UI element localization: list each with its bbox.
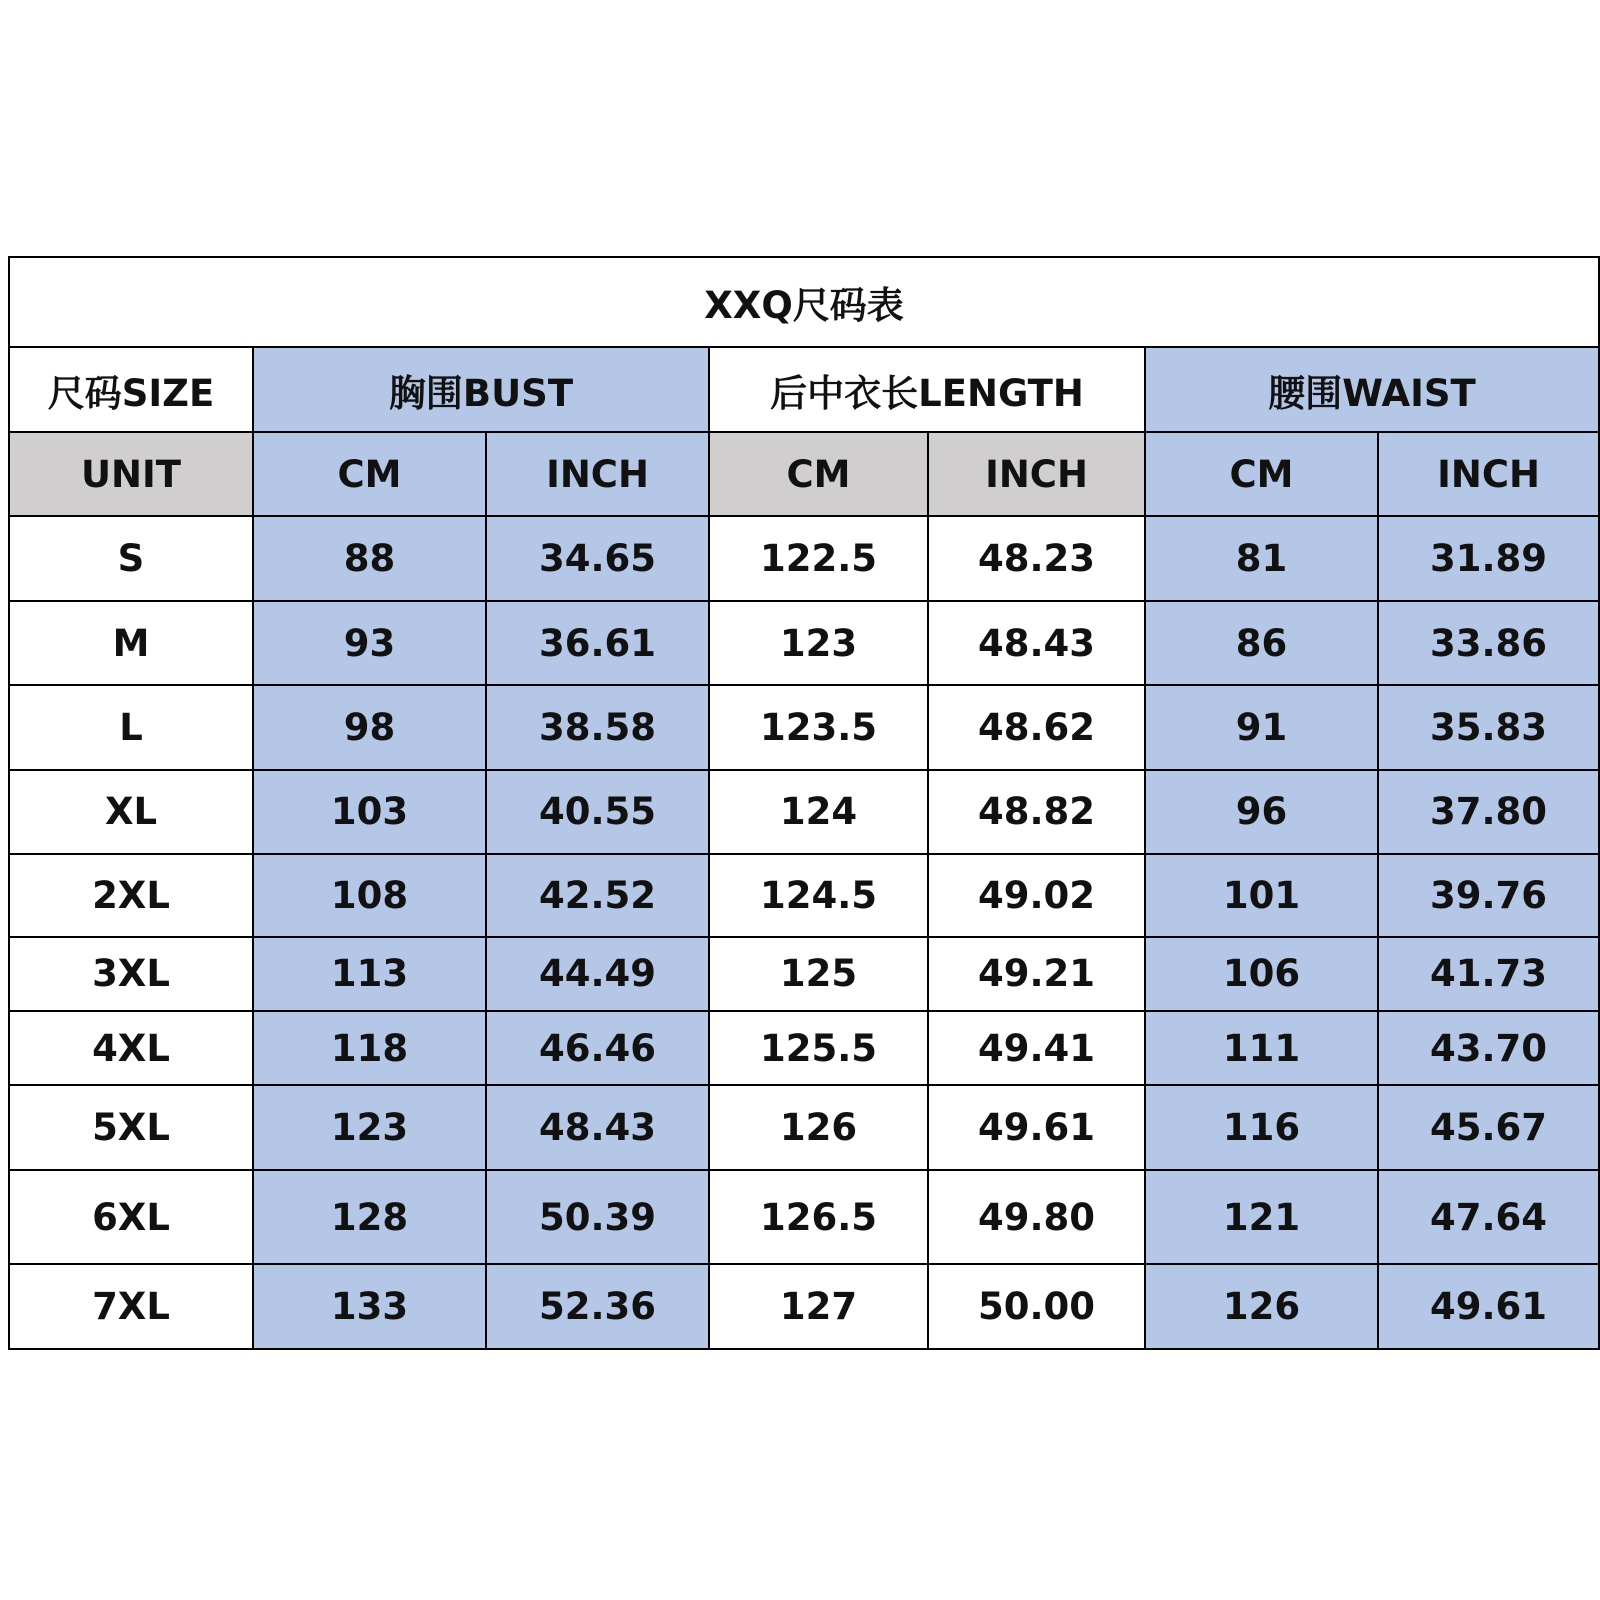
bust-inch-cell: 44.49 [486,937,709,1011]
bust-inch-unit: INCH [486,432,709,516]
waist-cm-cell: 126 [1145,1264,1378,1349]
waist-cm-cell: 96 [1145,770,1378,854]
size-column-header: 尺码SIZE [9,347,253,431]
length-inch-cell: 48.62 [928,685,1145,769]
waist-inch-cell: 37.80 [1378,770,1599,854]
bust-cm-cell: 103 [253,770,486,854]
table-row [9,770,1599,854]
bust-cm-cell: 98 [253,685,486,769]
waist-inch-cell: 45.67 [1378,1085,1599,1169]
size-chart-table [8,256,1600,1350]
length-inch-cell: 49.21 [928,937,1145,1011]
size-cell: S [9,516,253,600]
unit-row [9,432,1599,516]
bust-cm-cell: 133 [253,1264,486,1349]
table-row [9,1264,1599,1349]
size-cell: 5XL [9,1085,253,1169]
bust-inch-cell: 48.43 [486,1085,709,1169]
size-cell: XL [9,770,253,854]
waist-inch-cell: 35.83 [1378,685,1599,769]
waist-inch-cell: 43.70 [1378,1011,1599,1085]
table-row [9,1170,1599,1265]
waist-cm-cell: 116 [1145,1085,1378,1169]
bust-inch-cell: 42.52 [486,854,709,936]
waist-cm-cell: 106 [1145,937,1378,1011]
waist-cm-cell: 121 [1145,1170,1378,1265]
length-cm-cell: 125.5 [709,1011,928,1085]
table-row [9,516,1599,600]
bust-inch-cell: 46.46 [486,1011,709,1085]
length-cm-cell: 123.5 [709,685,928,769]
size-cell: 3XL [9,937,253,1011]
length-inch-unit: INCH [928,432,1145,516]
waist-inch-unit: INCH [1378,432,1599,516]
bust-cm-cell: 123 [253,1085,486,1169]
length-cm-cell: 126 [709,1085,928,1169]
table-row [9,854,1599,936]
waist-inch-cell: 33.86 [1378,601,1599,685]
table-row [9,937,1599,1011]
length-inch-cell: 48.43 [928,601,1145,685]
waist-group-header: 腰围WAIST [1145,347,1599,431]
table-title: XXQ尺码表 [9,257,1599,347]
length-cm-cell: 124.5 [709,854,928,936]
waist-inch-cell: 31.89 [1378,516,1599,600]
bust-inch-cell: 50.39 [486,1170,709,1265]
bust-inch-cell: 38.58 [486,685,709,769]
group-header-row [9,347,1599,431]
length-inch-cell: 48.82 [928,770,1145,854]
waist-cm-cell: 91 [1145,685,1378,769]
bust-cm-unit: CM [253,432,486,516]
waist-cm-cell: 101 [1145,854,1378,936]
title-row [9,257,1599,347]
waist-cm-cell: 86 [1145,601,1378,685]
bust-inch-cell: 40.55 [486,770,709,854]
bust-inch-cell: 52.36 [486,1264,709,1349]
length-cm-cell: 126.5 [709,1170,928,1265]
waist-inch-cell: 47.64 [1378,1170,1599,1265]
bust-cm-cell: 108 [253,854,486,936]
length-group-header: 后中衣长LENGTH [709,347,1145,431]
length-inch-cell: 50.00 [928,1264,1145,1349]
length-cm-cell: 127 [709,1264,928,1349]
length-inch-cell: 49.41 [928,1011,1145,1085]
bust-inch-cell: 34.65 [486,516,709,600]
length-cm-cell: 124 [709,770,928,854]
bust-cm-cell: 113 [253,937,486,1011]
bust-group-header: 胸围BUST [253,347,709,431]
size-cell: 2XL [9,854,253,936]
length-inch-cell: 49.02 [928,854,1145,936]
length-inch-cell: 49.80 [928,1170,1145,1265]
bust-cm-cell: 88 [253,516,486,600]
bust-cm-cell: 118 [253,1011,486,1085]
waist-cm-cell: 81 [1145,516,1378,600]
length-inch-cell: 49.61 [928,1085,1145,1169]
bust-cm-cell: 128 [253,1170,486,1265]
length-inch-cell: 48.23 [928,516,1145,600]
waist-cm-unit: CM [1145,432,1378,516]
length-cm-cell: 123 [709,601,928,685]
waist-inch-cell: 41.73 [1378,937,1599,1011]
size-cell: L [9,685,253,769]
table-row [9,1085,1599,1169]
waist-cm-cell: 111 [1145,1011,1378,1085]
size-cell: 7XL [9,1264,253,1349]
bust-cm-cell: 93 [253,601,486,685]
size-cell: 4XL [9,1011,253,1085]
length-cm-cell: 122.5 [709,516,928,600]
table-row [9,601,1599,685]
length-cm-cell: 125 [709,937,928,1011]
size-cell: 6XL [9,1170,253,1265]
length-cm-unit: CM [709,432,928,516]
table-row [9,1011,1599,1085]
table-row [9,685,1599,769]
unit-label: UNIT [9,432,253,516]
size-cell: M [9,601,253,685]
waist-inch-cell: 49.61 [1378,1264,1599,1349]
waist-inch-cell: 39.76 [1378,854,1599,936]
bust-inch-cell: 36.61 [486,601,709,685]
